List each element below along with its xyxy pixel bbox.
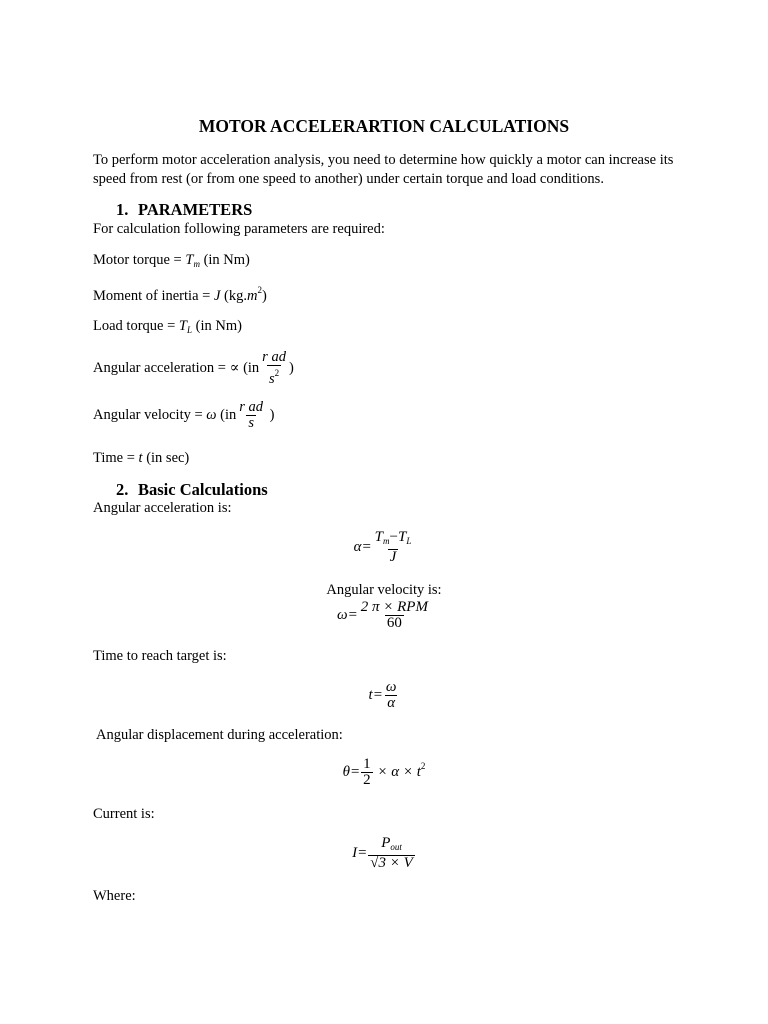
power-symbol: P (381, 835, 391, 851)
equation-lhs: θ= (342, 763, 361, 780)
equation-fraction (368, 836, 415, 871)
fraction-denominator: s (248, 415, 254, 431)
current-equation (0, 836, 768, 871)
denominator-symbol: s (268, 371, 275, 387)
time-equation (0, 680, 768, 711)
fraction-numerator: r ad (239, 399, 264, 415)
equation-rest: × α × (373, 763, 417, 780)
param-load-torque (93, 318, 242, 335)
param-symbol: t (138, 450, 143, 466)
fraction-denominator: J (389, 549, 397, 565)
equation-lhs: I= (352, 844, 368, 861)
equation-lhs: ω= (337, 606, 358, 623)
param-label: Angular velocity = (93, 406, 207, 423)
param-inertia (93, 285, 267, 305)
equation-fraction (373, 530, 414, 565)
param-unit: (in Nm) (191, 318, 242, 334)
velocity-equation (0, 600, 768, 631)
param-label: Time = (93, 450, 139, 466)
section-number: 1. (116, 200, 129, 219)
unit-fraction (237, 400, 265, 431)
param-symbol: T (178, 318, 187, 334)
fraction-numerator: 1 (363, 756, 371, 772)
fraction-denominator: 2 (363, 772, 371, 788)
param-unit: (in sec) (142, 450, 190, 466)
acceleration-label: Angular acceleration is: (93, 500, 232, 516)
param-label: Moment of inertia = (93, 288, 214, 304)
section-number: 2. (116, 480, 129, 499)
param-time (93, 450, 189, 467)
param-unit-post: ) (261, 288, 267, 304)
param-label: Angular acceleration = (93, 359, 230, 376)
section-title: PARAMETERS (138, 200, 253, 219)
equation-variable: t (416, 763, 421, 780)
term-a-sub: m (383, 536, 390, 546)
param-angular-velocity (93, 400, 275, 431)
param-subscript: m (193, 259, 200, 269)
param-unit-pre: (in (216, 406, 237, 423)
equation-fraction (361, 757, 373, 788)
velocity-label: Angular velocity is: (326, 582, 442, 598)
fraction-denominator: 60 (386, 615, 402, 631)
displacement-label: Angular displacement during acceleration: (96, 727, 343, 743)
param-label: Load torque = (93, 318, 179, 334)
term-a: T (374, 529, 383, 545)
power-subscript: out (390, 842, 402, 852)
param-unit-symbol: m (246, 288, 258, 304)
time-label: Time to reach target is: (93, 648, 227, 664)
param-unit-sup: 2 (257, 285, 262, 295)
param-symbol: ∝ (229, 359, 240, 376)
fraction-numerator: r ad (262, 349, 286, 365)
term-b: T (397, 529, 407, 545)
param-symbol: J (213, 288, 221, 304)
denominator-sup: 2 (274, 368, 280, 378)
param-unit-pre: (in (239, 359, 260, 376)
equation-fraction (359, 600, 430, 631)
param-unit: (in Nm) (199, 252, 250, 268)
section-title: Basic Calculations (138, 480, 268, 499)
fraction-denominator: α (387, 695, 396, 711)
page-title: MOTOR ACCELERARTION CALCULATIONS (198, 116, 570, 136)
parameters-lead: For calculation following parameters are required: (93, 221, 385, 237)
param-angular-acceleration (93, 350, 294, 387)
fraction-numerator (379, 836, 404, 855)
unit-fraction (260, 350, 288, 387)
fraction-numerator (373, 530, 414, 549)
minus-sign: − (389, 529, 398, 545)
param-motor-torque (93, 252, 250, 269)
where-label: Where: (93, 888, 136, 904)
equation-fraction (384, 680, 399, 711)
equation-lhs: α= (353, 538, 372, 555)
equation-sup: 2 (420, 760, 426, 771)
param-symbol: T (185, 252, 194, 268)
fraction-numerator: ω (385, 679, 397, 695)
fraction-numerator: 2 π × RPM (360, 599, 428, 615)
fraction-denominator (267, 365, 281, 387)
current-label: Current is: (93, 806, 155, 822)
param-unit-pre: (kg. (220, 288, 247, 304)
param-unit-post: ) (288, 359, 294, 376)
section-2-heading (116, 480, 268, 500)
displacement-equation (0, 757, 768, 788)
fraction-denominator: √3 × V (370, 855, 413, 871)
intro-paragraph: To perform motor acceleration analysis, you need to determine how quickly a motor can increase its speed from rest (or from one speed to another) under certain torque and load conditions. (93, 152, 674, 187)
acceleration-equation (0, 530, 768, 565)
param-subscript: L (186, 325, 192, 335)
equation-lhs: t= (368, 686, 383, 703)
param-label: Motor torque = (93, 252, 186, 268)
term-b-sub: L (406, 536, 412, 546)
section-1-heading (116, 200, 252, 220)
param-unit-post: ) (266, 406, 275, 423)
param-symbol: ω (206, 406, 217, 423)
